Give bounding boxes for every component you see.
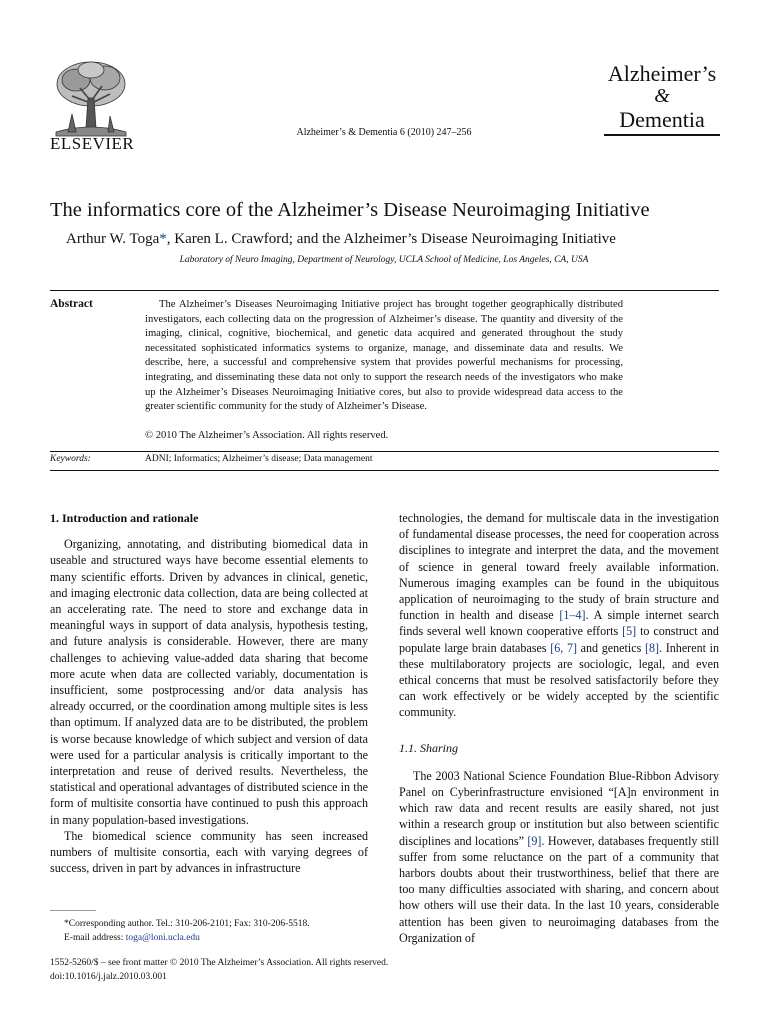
text-run: technologies, the demand for multiscale data in the investigation of fundamental disease processes, the need for cooperation across disciplines to integrate and interpret the data, and the movement of science in general toward freely available information. Numerous imaging examples can be found in the ubiquitous application of neuroimaging to the study of brain structure and function in health and disease: [399, 511, 719, 623]
abstract-top-rule: [50, 290, 719, 291]
intro-paragraph-1: Organizing, annotating, and distributing biomedical data in useable and structured ways have become essential elements to many scientific efforts. Driven by advances in clinical, genetic, and imaging electronic data collection, data are being collected at an accelerating rate. The need to store and exchange data in meaningful ways in support of data analysis, hypothesis testing, and future analysis is considerable. However, there are many challenges to achieving value-added data sharing that become more acute when data are collected variably, documentation is insufficient, some postprocessing and/or data analysis has already occurred, or the coordination among multiple sites is less than optimum. If analyzed data are to be distributed, the problem is worse because knowledge of which subject and version of data were used for a particular analysis is critically important to the interpretation and reuse of derived results. Nevertheless, the statistical and operational advantages of distributed science in the form of multisite consortia have continued to push this approach in many population-based investigations.: [50, 537, 368, 827]
journal-underline: [604, 134, 720, 136]
text-run: The 2003 National Science Foundation Blue-Ribbon Advisory Panel on Cyberinfrastructure envisioned “[A]n environment in which raw data and recent results are easily shared, not just within a research group or institution but also between scientific disciplines and locations”: [399, 768, 719, 848]
reference-link[interactable]: [1–4]: [559, 608, 586, 623]
keywords-text: ADNI; Informatics; Alzheimer’s disease; Data management: [145, 454, 373, 464]
reference-link[interactable]: [8]: [644, 640, 660, 655]
doi-line: doi:10.1016/j.jalz.2010.03.001: [50, 972, 167, 982]
left-column: [50, 510, 368, 876]
corresponding-author-note: *Corresponding author. Tel.: 310-206-2101; Fax: 310-206-5518.: [64, 919, 310, 929]
intro-paragraph-2: The biomedical science community has seen increased numbers of multisite consortia, each with varying degrees of success, driven in part by advances in infrastructure: [50, 828, 368, 876]
intro-paragraph-3: [399, 510, 719, 721]
email-line: [50, 931, 310, 945]
journal-name-line2: Dementia: [619, 107, 705, 132]
abstract-body: [145, 298, 623, 415]
footnote: [50, 917, 310, 945]
footnote-rule: [50, 910, 96, 911]
journal-logo: [604, 62, 720, 136]
keywords-bottom-rule: [50, 470, 719, 471]
reference-link[interactable]: [9]: [527, 833, 542, 848]
keywords-top-rule: [50, 451, 719, 452]
abstract-text: The Alzheimer’s Diseases Neuroimaging Initiative project has brought together geographically distributed investigators, each collecting data on the progression of Alzheimer’s disease. The quantity and diversity of the imaging, clinical, cognitive, biochemical, and genetic data acquired and generated throughout the study necessitated sophisticated informatics systems to organize, manage, and disseminate data and results. We describe, here, a successful and comprehensive system that provides powerful mechanisms for processing, integrating, and disseminating these data not only to support the research needs of the investigators who make up the Alzheimer’s Diseases Neuroimaging Initiative cores, but also to provide widespread data access to the greater scientific community for the study of Alzheimer’s Disease.: [145, 299, 623, 413]
abstract-copyright: © 2010 The Alzheimer’s Association. All rights reserved.: [145, 430, 389, 441]
email-label: E-mail address:: [64, 933, 126, 943]
issn-line: 1552-5260/$ – see front matter © 2010 The Alzheimer’s Association. All rights reserved.: [50, 958, 389, 968]
subsection-title: 1.1. Sharing: [399, 740, 459, 755]
affiliation: Laboratory of Neuro Imaging, Department of Neurology, UCLA School of Medicine, Los Angeles, CA, USA: [179, 255, 589, 265]
reference-link[interactable]: [6, 7]: [550, 640, 578, 655]
section-title: 1. Introduction and rationale: [50, 511, 199, 525]
keywords-label: Keywords:: [50, 454, 91, 464]
text-run: and genetics: [577, 640, 645, 655]
article-title: The informatics core of the Alzheimer’s Disease Neuroimaging Initiative: [50, 199, 650, 221]
publisher-name: ELSEVIER: [50, 134, 135, 153]
text-run: . However, databases frequently still suffer from some reluctance on the part of a community that harbors doubts about their trustworthiness, belief that there are too many difficulties associated with sharing, and concern about how others will use their data. In the last 10 years, considerable attention has been given to neuroimaging databases from the Organization of: [399, 833, 719, 945]
corresponding-author-link[interactable]: *: [159, 231, 167, 247]
abstract-label: Abstract: [50, 298, 93, 310]
author-first: Arthur W. Toga: [66, 231, 160, 247]
journal-ampersand: &: [654, 85, 670, 107]
journal-citation: Alzheimer’s & Dementia 6 (2010) 247–256: [296, 127, 472, 138]
author-rest: , Karen L. Crawford; and the Alzheimer’s Disease Neuroimaging Initiative: [166, 231, 616, 247]
text-run: . Inherent in these multilaboratory projects are sociologic, legal, and even ethical concerns that must be resolved satisfactorily before they can work effectively or be widely accepted by the scientific community.: [399, 640, 720, 720]
right-column: [399, 510, 719, 946]
text-run: to construct and populate large brain databases: [399, 624, 719, 655]
journal-name-line1: Alzheimer’s: [607, 61, 717, 86]
sharing-paragraph: [399, 768, 719, 946]
email-link[interactable]: toga@loni.ucla.edu: [125, 933, 200, 943]
text-run: . A simple internet search finds several well known cooperative efforts: [399, 608, 719, 639]
author-list: [66, 231, 616, 248]
issn-block: [50, 956, 388, 984]
reference-link[interactable]: [5]: [622, 624, 637, 639]
